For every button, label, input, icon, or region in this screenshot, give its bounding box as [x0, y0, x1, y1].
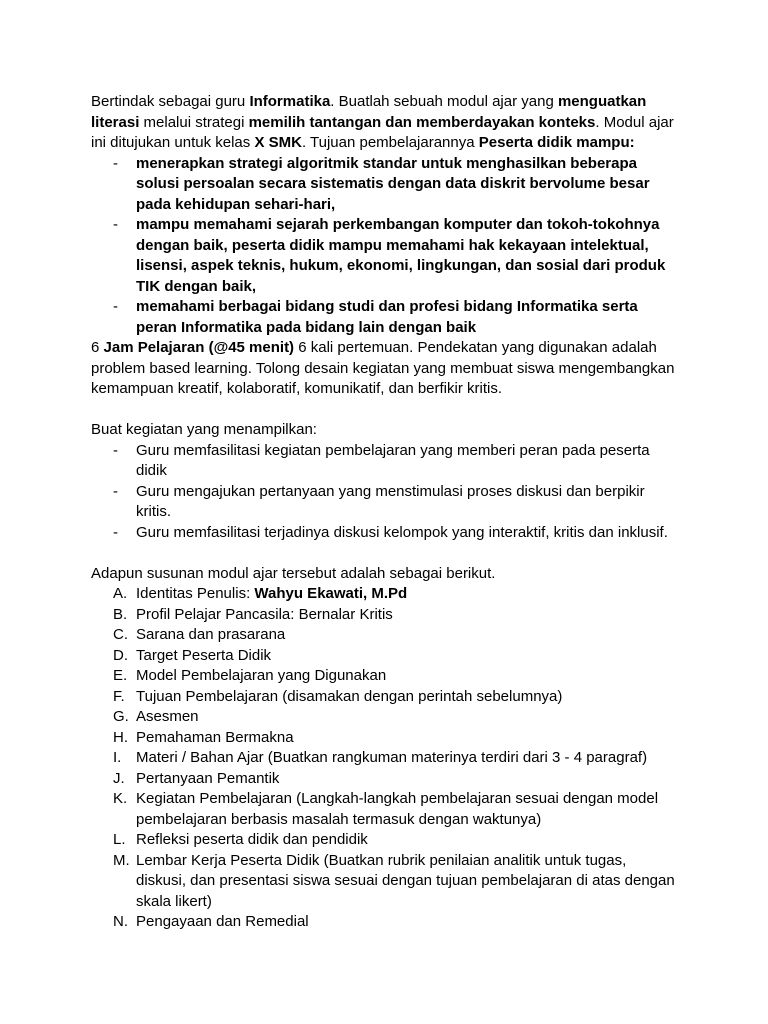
list-item: M. Lembar Kerja Peserta Didik (Buatkan rubrik penilaian analitik untuk tugas, diskusi, dan presentasi siswa sesuai dengan tujuan pembelajaran di atas dengan skala likert) — [113, 851, 675, 910]
dash-bullet: - — [113, 523, 118, 541]
list-item: D. Target Peserta Didik — [113, 646, 272, 664]
class-name: X SMK — [254, 134, 302, 151]
list-item: - Guru mengajukan pertanyaan yang menstimulasi proses diskusi dan berpikir kritis. — [113, 482, 645, 520]
goals-lead: Peserta didik mampu: — [478, 134, 635, 151]
list-item: L. Refleksi peserta didik dan pendidik — [113, 831, 368, 848]
dash-bullet: - — [113, 482, 118, 500]
schedule-paragraph: 6 Jam Pelajaran (@45 menit) 6 kali pertemuan. Pendekatan yang digunakan adalah problem based learning. Tolong desain kegiatan yang membuat siswa mengembangkan kemampuan kreatif, kolaboratif, komunikatif, dan berfikir kritis. — [91, 339, 675, 397]
list-item: - mampu memahami sejarah perkembangan komputer dan tokoh-tokohnya dengan baik, peserta didik mampu memahami hak kekayaan intelektual, lisensi, aspek teknis, hukum, ekonomi, lingkungan, dan sosial dari produk TIK dengan baik, — [113, 216, 666, 295]
module-structure-list — [91, 584, 680, 933]
dash-bullet: - — [113, 216, 118, 233]
activities-list — [91, 441, 680, 544]
spacer — [91, 543, 680, 564]
activities-heading: Buat kegiatan yang menampilkan: — [91, 421, 317, 438]
intro-paragraph: Bertindak sebagai guru Informatika. Buatlah sebuah modul ajar yang menguatkan literasi melalui strategi memilih tantangan dan memberdayakan konteks. Modul ajar ini ditujukan untuk kelas X SMK. Tujuan pembelajarannya Peserta didik mampu: — [91, 93, 674, 151]
list-item: C. Sarana dan prasarana — [113, 626, 286, 643]
lesson-hours: Jam Pelajaran (@45 menit) — [103, 339, 295, 356]
subject-name: Informatika — [249, 93, 331, 110]
list-item: I. Materi / Bahan Ajar (Buatkan rangkuman materinya terdiri dari 3 - 4 paragraf) — [113, 749, 648, 766]
list-item: - memahami berbagai bidang studi dan profesi bidang Informatika serta peran Informatika pada bidang lain dengan baik — [113, 298, 638, 336]
literacy-emphasis: menguatkan literasi — [91, 93, 647, 131]
list-item: H. Pemahaman Bermakna — [113, 728, 294, 746]
structure-heading: Adapun susunan modul ajar tersebut adalah sebagai berikut. — [91, 564, 496, 582]
list-item: - Guru memfasilitasi terjadinya diskusi kelompok yang interaktif, kritis dan inklusif. — [91, 523, 680, 544]
list-item: - Guru memfasilitasi kegiatan pembelajaran yang memberi peran pada peserta didik — [113, 441, 650, 479]
list-item: - menerapkan strategi algoritmik standar untuk menghasilkan beberapa solusi persoalan secara sistematis dengan data diskrit bervolume besar pada kehidupan sehari-hari, — [113, 154, 650, 213]
dash-bullet: - — [113, 441, 118, 459]
author-name: Wahyu Ekawati, M.Pd — [254, 585, 408, 602]
strategy-emphasis: memilih tantangan dan memberdayakan konteks — [248, 113, 596, 131]
spacer — [91, 400, 680, 421]
list-item: F. Tujuan Pembelajaran (disamakan dengan perintah sebelumnya) — [113, 687, 563, 705]
list-item: N. Pengayaan dan Remedial — [113, 913, 309, 930]
dash-bullet: - — [113, 298, 118, 315]
list-item: A. Identitas Penulis: Wahyu Ekawati, M.Pd — [113, 585, 408, 602]
list-item: G. Asesmen — [113, 708, 199, 725]
list-item: E. Model Pembelajaran yang Digunakan — [113, 667, 387, 684]
list-item: J. Pertanyaan Pemantik — [113, 769, 280, 787]
list-item: B. Profil Pelajar Pancasila: Bernalar Kritis — [113, 605, 393, 623]
learning-goals-list — [91, 154, 680, 339]
list-item: K. Kegiatan Pembelajaran (Langkah-langkah pembelajaran sesuai dengan model pembelajaran berbasis masalah termasuk dengan waktunya) — [113, 790, 659, 828]
dash-bullet: - — [113, 154, 118, 172]
